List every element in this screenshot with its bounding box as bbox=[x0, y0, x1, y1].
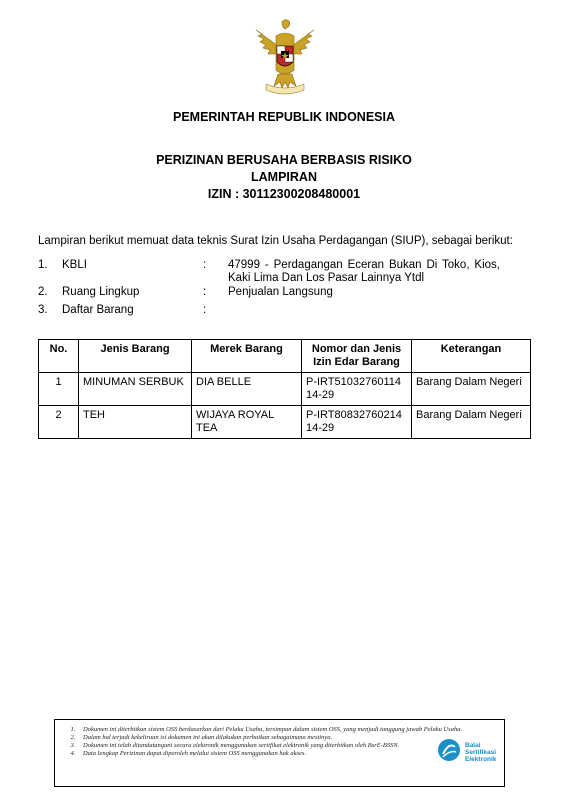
intro-text: Lampiran berikut memuat data teknis Surat Izin Usaha Perdagangan (SIUP), sebagai berikut: bbox=[38, 235, 513, 247]
table-row bbox=[39, 406, 531, 439]
detail-value: 47999 - Perdagangan Eceran Bukan Di Toko, Kios, Kaki Lima Dan Los Pasar Lainnya Ytdl bbox=[228, 259, 500, 284]
footer-note: 4. Data lengkap Perizinan dapat diperoleh melalui sistem OSS menggunakan hak akses. bbox=[77, 750, 472, 758]
detail-separator: : bbox=[203, 286, 207, 298]
footer-notes-list bbox=[55, 720, 472, 758]
bsre-line: Elektronik bbox=[465, 756, 497, 763]
footer-notes-box bbox=[54, 719, 505, 787]
footer-note: 1. Dokumen ini diterbitkan sistem OSS berdasarkan dari Pelaku Usaha, tersimpan dalam sistem OSS, yang menjadi tanggung jawab Pelaku Usaha. bbox=[77, 726, 472, 734]
table-row bbox=[39, 373, 531, 406]
table-cell: Barang Dalam Negeri bbox=[412, 373, 531, 406]
document-subtitle: LAMPIRAN bbox=[251, 170, 317, 184]
permit-number: IZIN : 30112300208480001 bbox=[207, 187, 361, 201]
detail-number: 2. bbox=[38, 286, 48, 298]
bsre-line: Balai bbox=[465, 742, 481, 749]
table-cell: TEH bbox=[79, 406, 192, 439]
bsre-logo-text bbox=[465, 742, 496, 763]
footer-note: 3. Dokumen ini telah ditandatangani secara elektronik menggunakan sertifikat elektronik yang diterbitkan oleh BsrE-BSSN. bbox=[77, 742, 472, 750]
detail-label: KBLI bbox=[62, 259, 87, 271]
table-cell: DIA BELLE bbox=[192, 373, 302, 406]
detail-label: Daftar Barang bbox=[62, 304, 134, 316]
detail-ruang-lingkup bbox=[38, 286, 508, 299]
column-header: Jenis Barang bbox=[79, 340, 192, 373]
column-header: Merek Barang bbox=[192, 340, 302, 373]
detail-value: Penjualan Langsung bbox=[228, 286, 333, 298]
detail-separator: : bbox=[203, 304, 207, 316]
table-cell: MINUMAN SERBUK bbox=[79, 373, 192, 406]
detail-number: 3. bbox=[38, 304, 48, 316]
table-cell: Barang Dalam Negeri bbox=[412, 406, 531, 439]
bsre-logo-icon bbox=[437, 738, 461, 762]
bsre-logo bbox=[437, 738, 503, 766]
footer-note: 2. Dalam hal terjadi kekeliruan isi dokumen ini akan dilakukan perbaikan sebagaimana mestinya. bbox=[77, 734, 472, 742]
table-cell: WIJAYA ROYAL TEA bbox=[192, 406, 302, 439]
detail-kbli bbox=[38, 259, 508, 285]
column-header: Nomor dan Jenis Izin Edar Barang bbox=[302, 340, 412, 373]
bsre-line: Sertifikasi bbox=[465, 749, 497, 756]
table-cell: P-IRT8083276021414-29 bbox=[302, 406, 412, 439]
document-title: PERIZINAN BERUSAHA BERBASIS RISIKO bbox=[156, 153, 412, 167]
garuda-emblem bbox=[248, 18, 322, 98]
table-cell: 1 bbox=[39, 373, 79, 406]
goods-table bbox=[38, 339, 531, 439]
column-header: No. bbox=[39, 340, 79, 373]
table-cell: P-IRT5103276011414-29 bbox=[302, 373, 412, 406]
table-header-row bbox=[39, 340, 531, 373]
detail-number: 1. bbox=[38, 259, 48, 271]
detail-label: Ruang Lingkup bbox=[62, 286, 140, 298]
detail-separator: : bbox=[203, 259, 207, 271]
column-header: Keterangan bbox=[412, 340, 531, 373]
government-heading: PEMERINTAH REPUBLIK INDONESIA bbox=[172, 110, 395, 124]
detail-daftar-barang bbox=[38, 304, 508, 317]
table-cell: 2 bbox=[39, 406, 79, 439]
